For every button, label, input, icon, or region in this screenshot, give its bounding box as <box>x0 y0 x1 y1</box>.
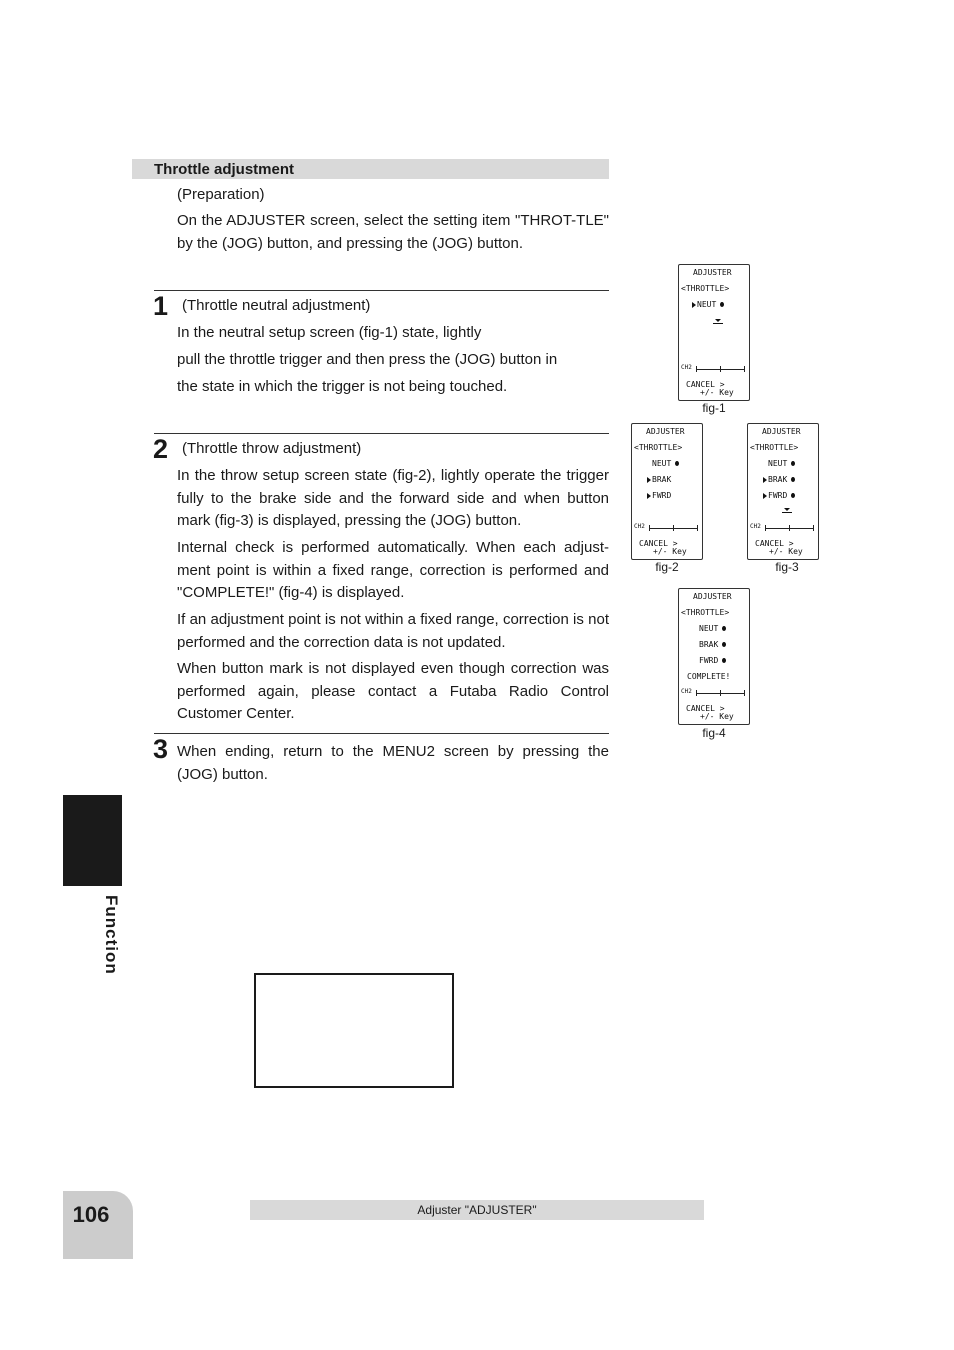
button-mark-icon <box>713 319 723 324</box>
step3-divider <box>154 733 609 734</box>
empty-frame <box>254 973 454 1088</box>
lcd-subtitle: <THROTTLE> <box>681 284 730 293</box>
step1-line: the state in which the trigger is not being touched. <box>177 378 508 395</box>
step1-number: 1 <box>153 291 169 321</box>
lcd-cancel: CANCEL > <box>639 539 678 548</box>
dot-icon <box>722 658 726 663</box>
lcd-channel: CH2 <box>634 523 645 530</box>
step1-title: (Throttle neutral adjustment) <box>182 297 371 314</box>
lcd-row-brak: BRAK <box>763 475 795 485</box>
step2-number: 2 <box>153 434 169 464</box>
dot-icon <box>675 461 679 466</box>
lcd-cancel: CANCEL > <box>686 380 725 389</box>
step1-line: pull the throttle trigger and then press the (JOG) button in <box>177 351 558 368</box>
step2-title: (Throttle throw adjustment) <box>182 440 362 457</box>
footer-title: Adjuster "ADJUSTER" <box>417 1203 537 1217</box>
lcd-complete: COMPLETE! <box>687 672 731 681</box>
lcd-fig4 <box>678 588 750 725</box>
step2-paragraph: If an adjustment point is not within a fixed range, correction is not performed and the correction data is not updated. <box>177 611 609 651</box>
lcd-fig3 <box>747 423 819 560</box>
dot-icon <box>791 477 795 482</box>
step3-text: When ending, return to the MENU2 screen by pressing the (JOG) button. <box>177 743 609 783</box>
lcd-row-fwrd: FWRD <box>763 491 795 501</box>
dot-icon <box>722 626 726 631</box>
dot-icon <box>791 461 795 466</box>
lcd-channel: CH2 <box>750 523 761 530</box>
lcd-channel: CH2 <box>681 364 692 371</box>
cursor-icon <box>647 477 651 483</box>
lcd-row-brak: BRAK <box>699 640 726 650</box>
side-tab-label: Function <box>102 895 121 975</box>
lcd-fig2 <box>631 423 703 560</box>
lcd-row-fwrd: FWRD <box>647 491 671 501</box>
lcd-fig1 <box>678 264 750 401</box>
step2-paragraph: In the throw setup screen state (fig-2), lightly operate the trigger fully to the brake side and the forward side and when button mark (fig-3) is displayed, pressing the (JOG) button. <box>177 467 609 529</box>
lcd-key: +/- Key <box>769 547 803 556</box>
cursor-icon <box>692 302 696 308</box>
prep-label: (Preparation) <box>177 186 265 203</box>
lcd-row-brak: BRAK <box>647 475 671 485</box>
fig1-caption: fig-1 <box>702 401 726 415</box>
step2-divider <box>154 433 609 434</box>
fig3-caption: fig-3 <box>775 560 799 574</box>
lcd-header: ADJUSTER <box>693 592 732 601</box>
fig2-caption: fig-2 <box>655 560 679 574</box>
cursor-icon <box>647 493 651 499</box>
fig4-caption: fig-4 <box>702 726 726 740</box>
lcd-subtitle: <THROTTLE> <box>681 608 730 617</box>
dot-icon <box>791 493 795 498</box>
lcd-row-neut: NEUT <box>768 459 795 469</box>
step3-number: 3 <box>153 734 169 764</box>
lcd-key: +/- Key <box>653 547 687 556</box>
lcd-row-neut: NEUT <box>652 459 679 469</box>
section-title: Throttle adjustment <box>154 161 295 178</box>
lcd-header: ADJUSTER <box>762 427 801 436</box>
lcd-cancel: CANCEL > <box>755 539 794 548</box>
lcd-header: ADJUSTER <box>693 268 732 277</box>
lcd-row-neut: NEUT <box>692 300 724 310</box>
lcd-header: ADJUSTER <box>646 427 685 436</box>
button-mark-icon <box>782 508 792 513</box>
lcd-channel: CH2 <box>681 688 692 695</box>
lcd-key: +/- Key <box>700 388 734 397</box>
prep-text: On the ADJUSTER screen, select the setting item "THROT-TLE" by the (JOG) button, and pressing the (JOG) button. <box>177 212 609 252</box>
cursor-icon <box>763 477 767 483</box>
step1-divider <box>154 290 609 291</box>
lcd-cancel: CANCEL > <box>686 704 725 713</box>
cursor-icon <box>763 493 767 499</box>
lcd-subtitle: <THROTTLE> <box>634 443 683 452</box>
lcd-subtitle: <THROTTLE> <box>750 443 799 452</box>
step1-line: In the neutral setup screen (fig-1) state, lightly <box>177 324 482 341</box>
lcd-key: +/- Key <box>700 712 734 721</box>
side-tab-block <box>63 795 122 886</box>
lcd-row-neut: NEUT <box>699 624 726 634</box>
step2-paragraph: When button mark is not displayed even though correction was performed again, please contact a Futaba Radio Control Customer Center. <box>177 660 609 722</box>
dot-icon <box>720 302 724 307</box>
dot-icon <box>722 642 726 647</box>
page-number: 106 <box>72 1202 110 1227</box>
step2-paragraph: Internal check is performed automatically. When each adjust-ment point is within a fixed range, correction is performed and "COMPLETE!" (fig-4) is displayed. <box>177 539 609 601</box>
lcd-row-fwrd: FWRD <box>699 656 726 666</box>
